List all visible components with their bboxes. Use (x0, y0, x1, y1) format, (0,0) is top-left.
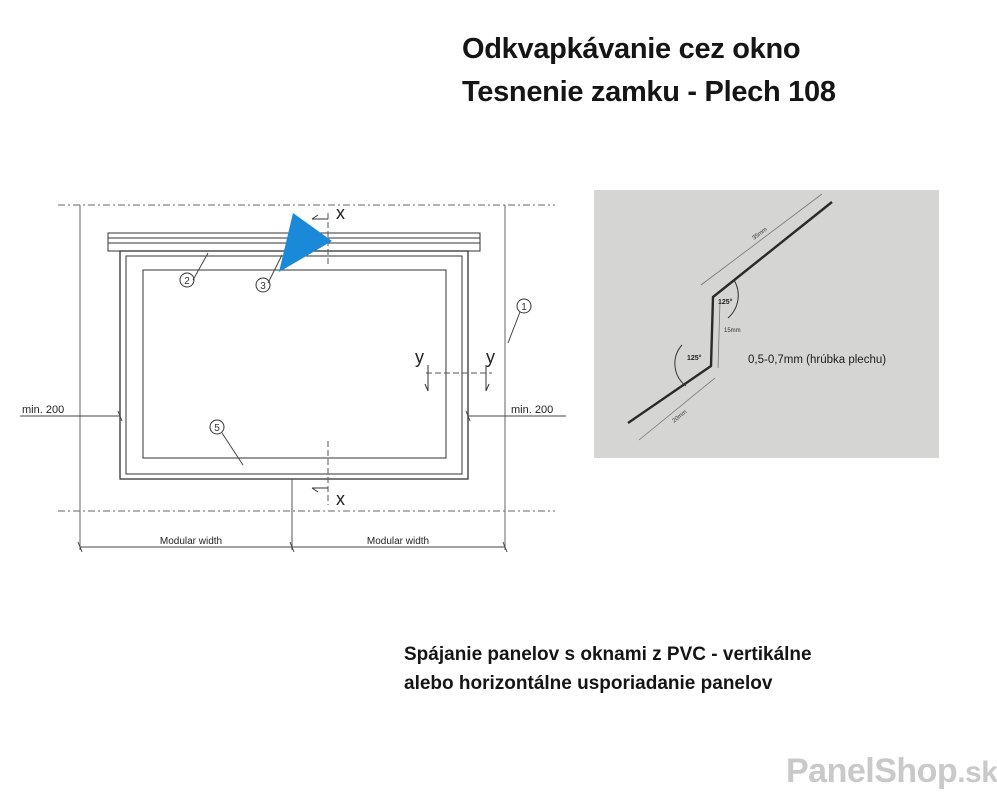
highlight-pointer-icon (279, 213, 332, 272)
title-line-1: Odkvapkávanie cez okno (462, 33, 801, 65)
profile-angle-upper: 125° (718, 299, 733, 306)
caption-line-2: alebo horizontálne usporiadanie panelov (404, 673, 773, 694)
section-y-right: y (486, 347, 495, 367)
brand-tld: .sk (957, 756, 997, 789)
profile-dim-bottom: 20mm (671, 409, 689, 425)
caption-line-1: Spájanie panelov s oknami z PVC - vertikálne (404, 644, 812, 665)
page-title (462, 28, 962, 114)
brand-logo (786, 752, 997, 791)
brand-name: PanelShop (786, 752, 958, 790)
profile-diagram (594, 190, 939, 458)
profile-thickness-note: 0,5-0,7mm (hrúbka plechu) (748, 354, 887, 366)
window-joint-drawing (0, 195, 580, 560)
section-x-top: x (336, 203, 345, 223)
title-line-2: Tesnenie zamku - Plech 108 (462, 76, 836, 108)
callout-3: 3 (260, 281, 266, 292)
profile-dim-top: 35mm (751, 226, 769, 242)
callout-5: 5 (214, 423, 220, 434)
section-y-left: y (415, 347, 424, 367)
profile-dim-mid: 15mm (724, 328, 741, 334)
window-frame-middle (126, 256, 462, 474)
caption (404, 640, 964, 698)
modular-width-right: Modular width (366, 536, 430, 547)
dimension-left: min. 200 (22, 404, 65, 416)
profile-outline (628, 202, 832, 423)
callout-1: 1 (521, 302, 527, 313)
modular-width-left: Modular width (159, 536, 223, 547)
dimension-right: min. 200 (511, 404, 554, 416)
section-x-bottom: x (336, 489, 345, 509)
profile-angle-lower: 125° (687, 355, 702, 362)
window-glazing (143, 270, 446, 458)
callout-2: 2 (184, 276, 190, 287)
profile-diagram-panel (594, 190, 939, 458)
